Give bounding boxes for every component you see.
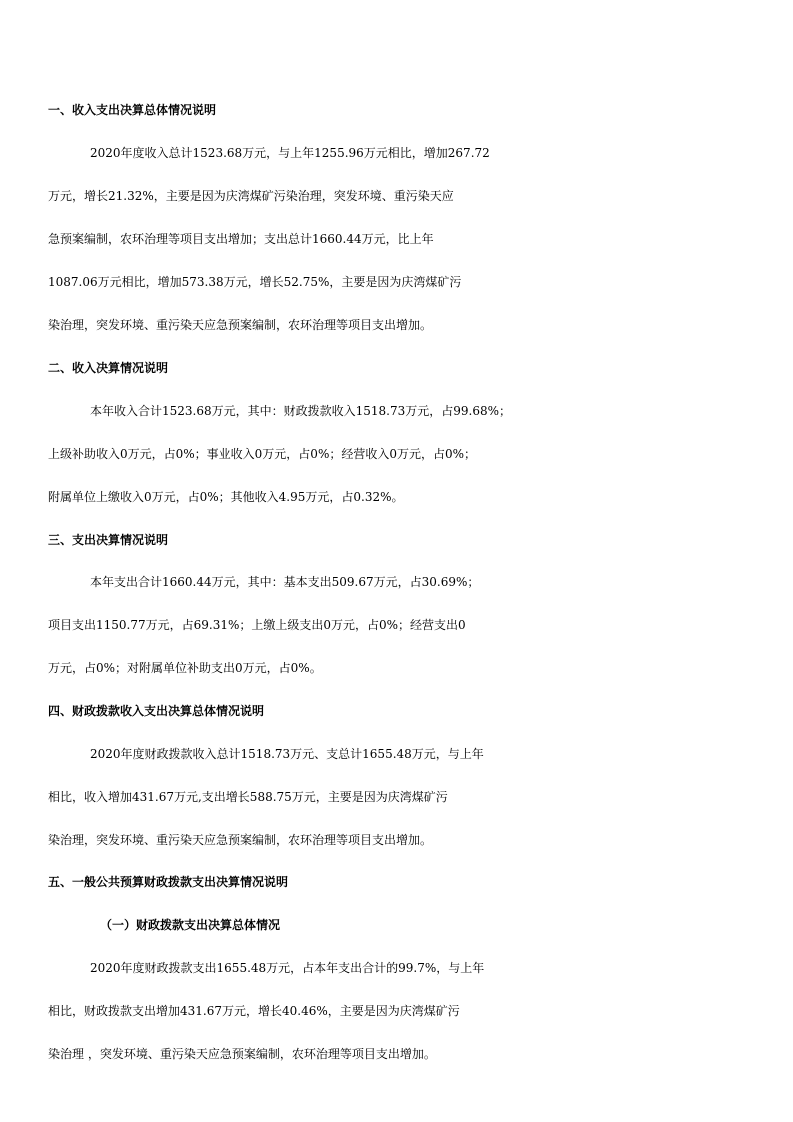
section-5-paragraph-line: 2020年度财政拨款支出1655.48万元，占本年支出合计的99.7%，与上年 <box>90 961 485 975</box>
section-3-heading: 三、支出决算情况说明 <box>48 533 169 547</box>
section-5-subheading: （一）财政拨款支出决算总体情况 <box>100 918 281 932</box>
section-1-heading: 一、收入支出决算总体情况说明 <box>48 103 217 117</box>
section-2-paragraph-line: 上级补助收入0万元，占0%；事业收入0万元，占0%；经营收入0万元，占0%； <box>48 447 477 461</box>
section-2-paragraph-line: 本年收入合计1523.68万元，其中：财政拨款收入1518.73万元，占99.68%； <box>90 404 512 418</box>
section-1-paragraph-line: 万元，增长21.32%，主要是因为庆湾煤矿污染治理，突发环境、重污染天应 <box>48 189 454 203</box>
section-1-paragraph-line: 染治理，突发环境、重污染天应急预案编制，农环治理等项目支出增加。 <box>48 318 433 332</box>
section-4-paragraph-line: 2020年度财政拨款收入总计1518.73万元、支总计1655.48万元，与上年 <box>90 747 484 761</box>
section-1-paragraph-line: 2020年度收入总计1523.68万元，与上年1255.96万元相比，增加267.72 <box>90 146 490 160</box>
section-5-heading: 五、一般公共预算财政拨款支出决算情况说明 <box>48 875 289 889</box>
section-1-paragraph-line: 急预案编制，农环治理等项目支出增加；支出总计1660.44万元，比上年 <box>48 232 434 246</box>
section-4-paragraph-line: 染治理，突发环境、重污染天应急预案编制，农环治理等项目支出增加。 <box>48 833 433 847</box>
section-2-heading: 二、收入决算情况说明 <box>48 361 169 375</box>
section-5-paragraph-line: 相比，财政拨款支出增加431.67万元，增长40.46%，主要是因为庆湾煤矿污 <box>48 1004 460 1018</box>
section-3-paragraph-line: 项目支出1150.77万元，占69.31%；上缴上级支出0万元，占0%；经营支出0 <box>48 618 466 632</box>
section-3-paragraph-line: 万元，占0%；对附属单位补助支出0万元，占0%。 <box>48 661 322 675</box>
section-5-paragraph-line: 染治理 ，突发环境、重污染天应急预案编制，农环治理等项目支出增加。 <box>48 1047 436 1061</box>
section-2-paragraph-line: 附属单位上缴收入0万元，占0%；其他收入4.95万元，占0.32%。 <box>48 490 404 504</box>
section-3-paragraph-line: 本年支出合计1660.44万元，其中：基本支出509.67万元，占30.69%； <box>90 575 480 589</box>
section-4-paragraph-line: 相比，收入增加431.67万元,支出增长588.75万元，主要是因为庆湾煤矿污 <box>48 790 448 804</box>
section-1-paragraph-line: 1087.06万元相比，增加573.38万元，增长52.75%，主要是因为庆湾煤矿污 <box>48 275 462 289</box>
section-4-heading: 四、财政拨款收入支出决算总体情况说明 <box>48 704 265 718</box>
